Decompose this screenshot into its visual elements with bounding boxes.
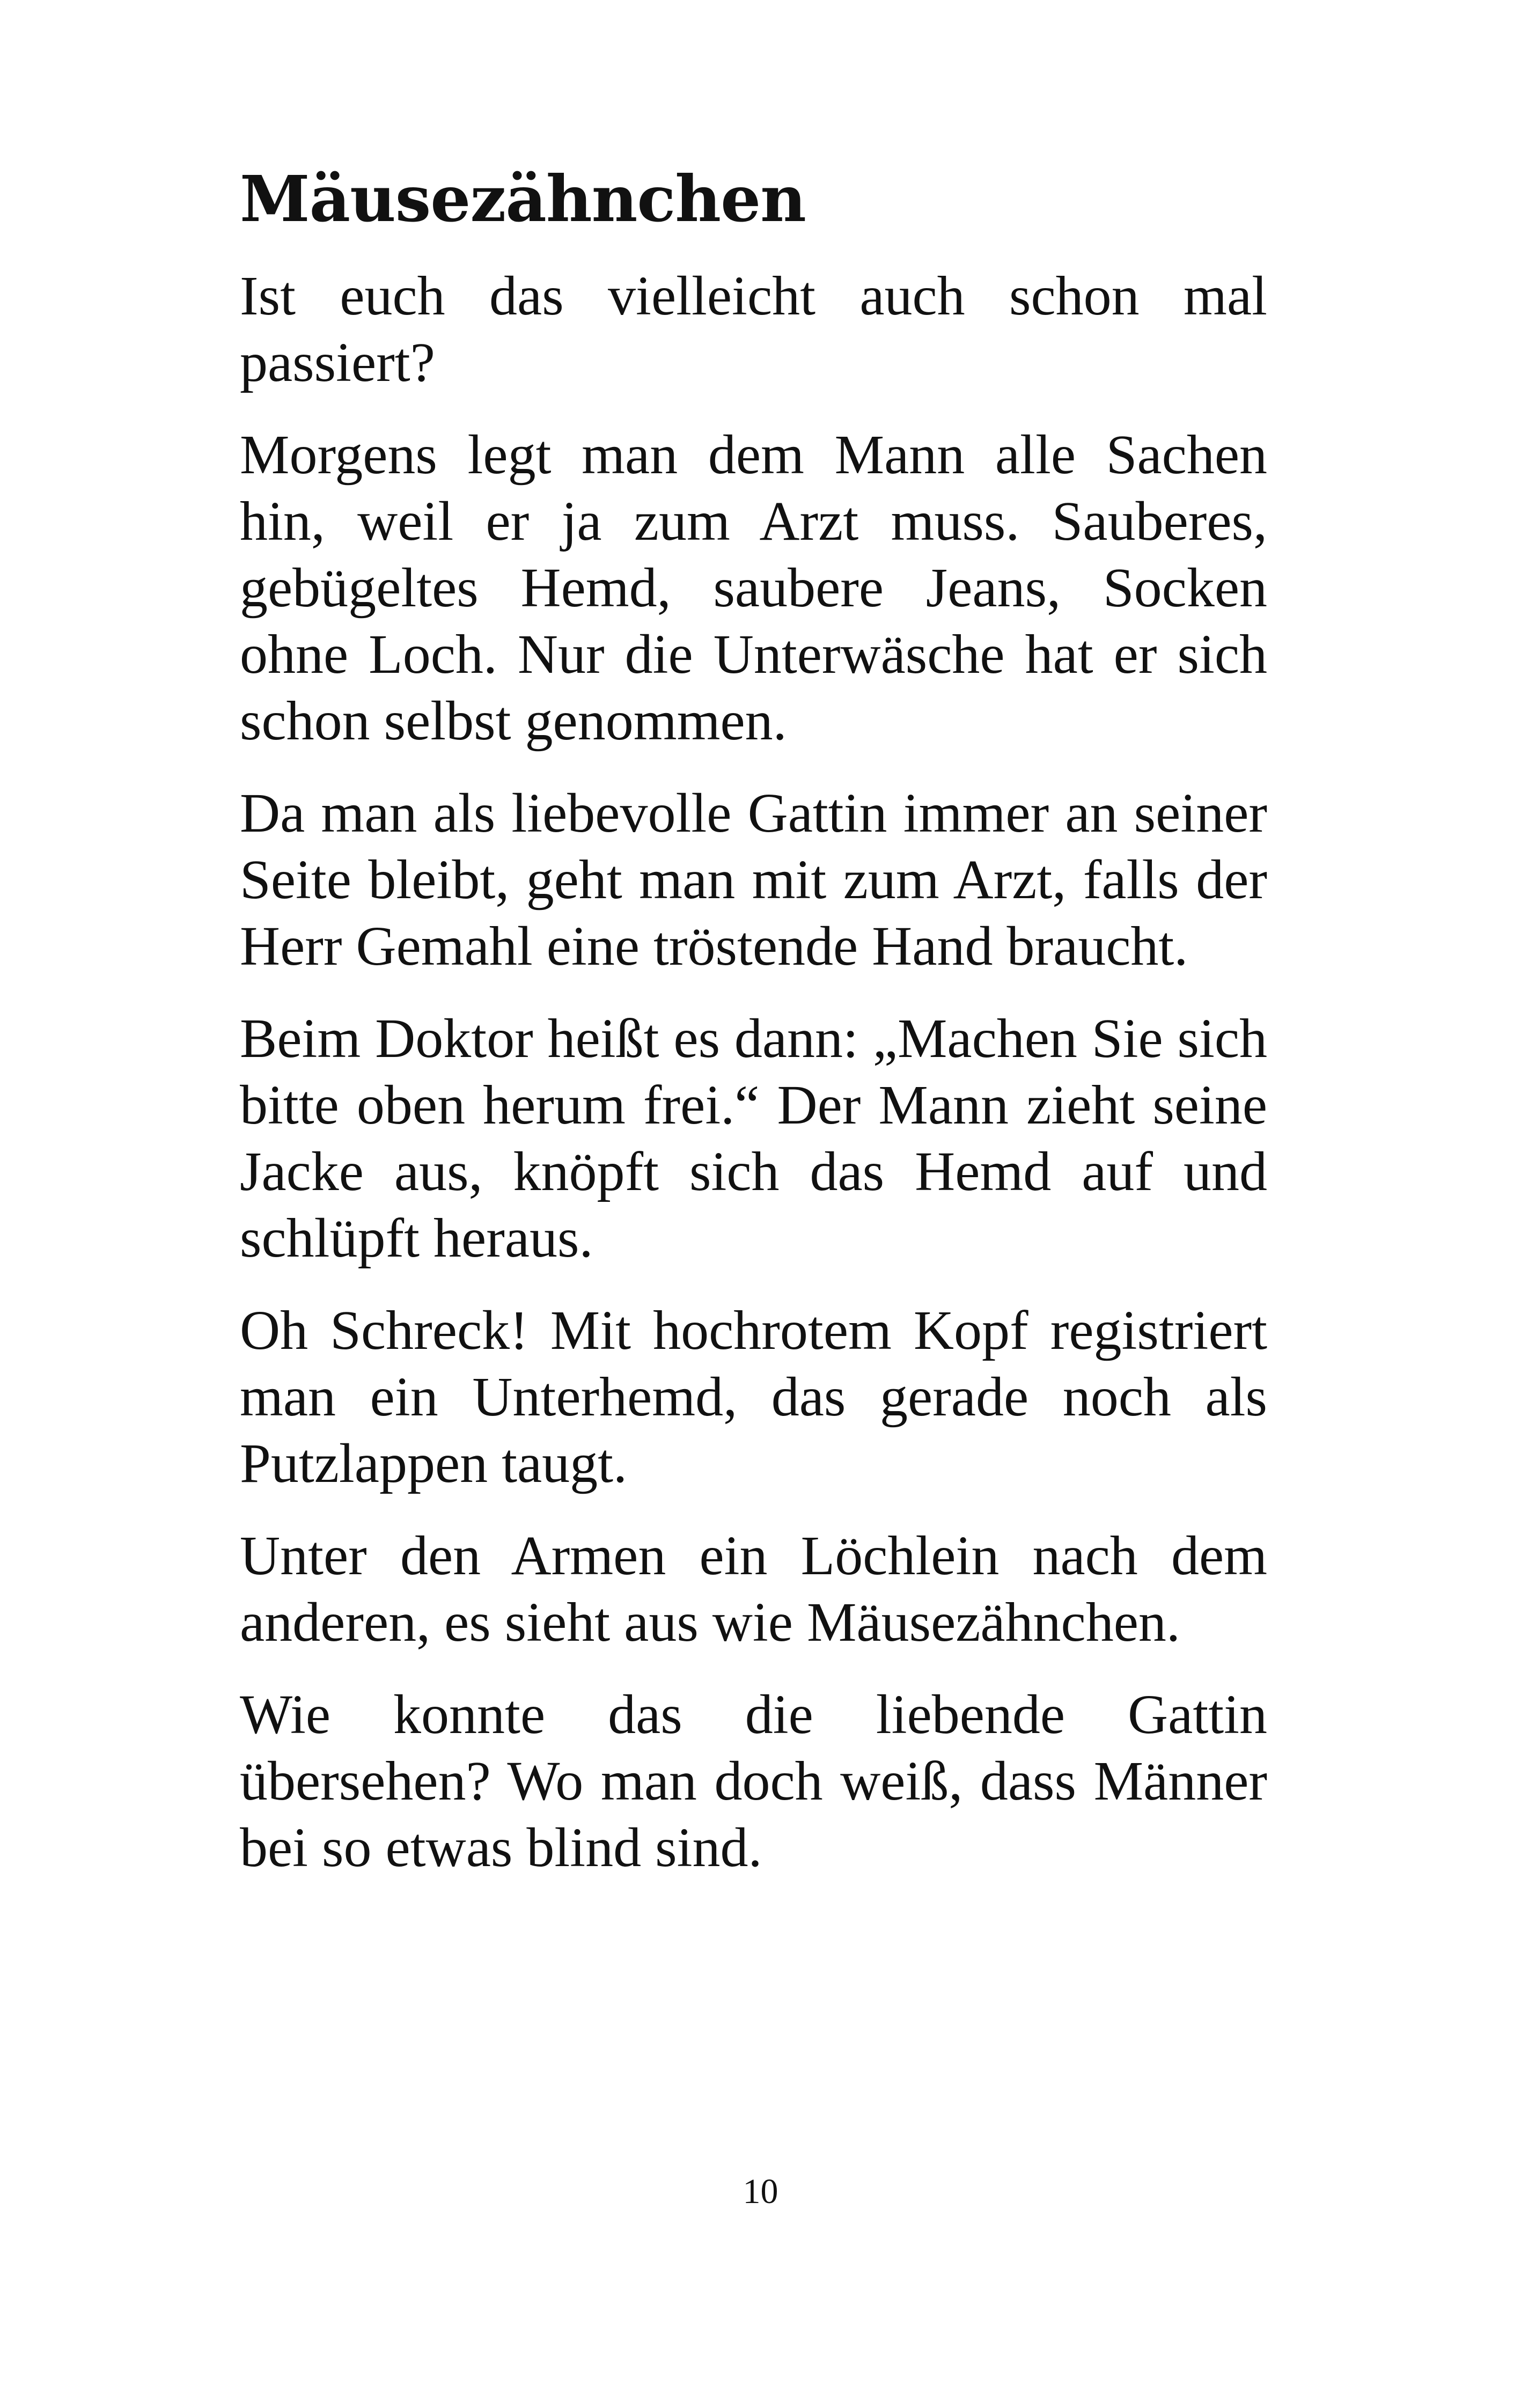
chapter-title: Mäusezähnchen <box>240 161 806 236</box>
paragraph: Wie konnte das die liebende Gattin übersehen? Wo man doch weiß, dass Männer bei so etwas blind sind. <box>240 1683 1267 1878</box>
paragraph: Oh Schreck! Mit hochrotem Kopf registriert man ein Unterhemd, das gerade noch als Putzlappen taugt. <box>240 1299 1267 1494</box>
paragraph: Beim Doktor heißt es dann: „Machen Sie sich bitte oben herum frei.“ Der Mann zieht seine Jacke aus, knöpft sich das Hemd auf und schlüpft heraus. <box>240 1007 1267 1269</box>
paragraph: Morgens legt man dem Mann alle Sachen hin, weil er ja zum Arzt muss. Sauberes, gebügeltes Hemd, saubere Jeans, Socken ohne Loch. Nur die Unterwäsche hat er sich schon selbst genommen. <box>240 423 1267 752</box>
page-number: 10 <box>743 2172 778 2211</box>
paragraph: Unter den Armen ein Löchlein nach dem anderen, es sieht aus wie Mäusezähnchen. <box>240 1524 1267 1653</box>
paragraph: Da man als liebevolle Gattin immer an seiner Seite bleibt, geht man mit zum Arzt, falls der Herr Gemahl eine tröstende Hand braucht. <box>240 782 1267 977</box>
page-content <box>240 161 1267 1907</box>
paragraph: Ist euch das vielleicht auch schon mal passiert? <box>240 265 1267 393</box>
